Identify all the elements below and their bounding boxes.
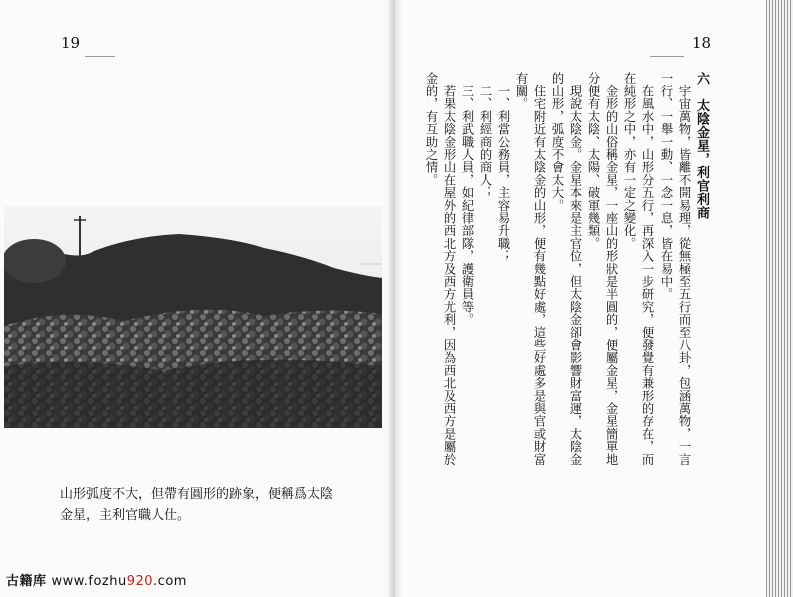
text-column: 一、利當公務員，主容易升職； — [496, 72, 510, 263]
page-edges — [766, 0, 793, 597]
text-column: 三、利武職人員，如紀律部隊，護衛員等。 — [460, 72, 474, 326]
text-column: 的山形，弧度不會太大。 — [550, 72, 564, 212]
watermark-url-number: 920 — [126, 574, 154, 589]
text-column: 金形的山俗稱金星，一座山的形狀是半圓的，便屬金星，金星簡單地 — [604, 72, 618, 466]
text-column: 若果太陰金形山在屋外的西北方及西方尤利，因為西北及西方是屬於 — [442, 72, 456, 466]
watermark-url — [52, 574, 187, 589]
text-column: 住宅附近有太陰金的山形，便有幾點好處，這些好處多是與官或財富 — [532, 72, 546, 466]
text-column: 一行、一舉一動、一念一息，皆在易中。 — [659, 72, 673, 301]
text-column: 現說太陰金。金星本來是主官位，但太陰金卻會影響財富運，太陰金 — [568, 72, 582, 466]
watermark-url-prefix: www.fozhu — [51, 574, 127, 589]
caption-line: 金星，主利官職人仕。 — [60, 508, 191, 523]
text-column: 在風水中，山形分五行，再深入一步研究，便發覺有兼形的存在，而 — [640, 72, 654, 466]
left-page-number: 19 — [61, 34, 81, 52]
book-spine — [387, 0, 403, 597]
section-heading: 六 太陰金星，利官利商 — [694, 72, 709, 220]
watermark-footer — [6, 570, 187, 589]
hill-photo — [4, 206, 382, 428]
watermark-brand: 古籍库 — [6, 574, 47, 589]
watermark-url-suffix: .com — [153, 574, 187, 589]
text-column: 宇宙萬物，皆離不開易理，從無極至五行而至八卦，包涵萬物，一言 — [677, 72, 691, 466]
right-header-rule — [650, 56, 684, 57]
photo-caption — [60, 484, 380, 526]
text-column: 有關。 — [514, 72, 528, 111]
caption-line: 山形弧度不大，但帶有圓形的跡象，便稱爲太陰 — [60, 487, 334, 502]
text-column: 金的，有互助之情。 — [424, 72, 438, 187]
text-column: 在純形之中，亦有一定之變化。 — [622, 72, 636, 250]
left-header-rule — [85, 56, 115, 57]
right-page-number: 18 — [692, 34, 712, 52]
text-column: 分便有太陰、太陽、破軍幾類。 — [586, 72, 600, 250]
text-column: 二、利經商的商人； — [478, 72, 492, 199]
